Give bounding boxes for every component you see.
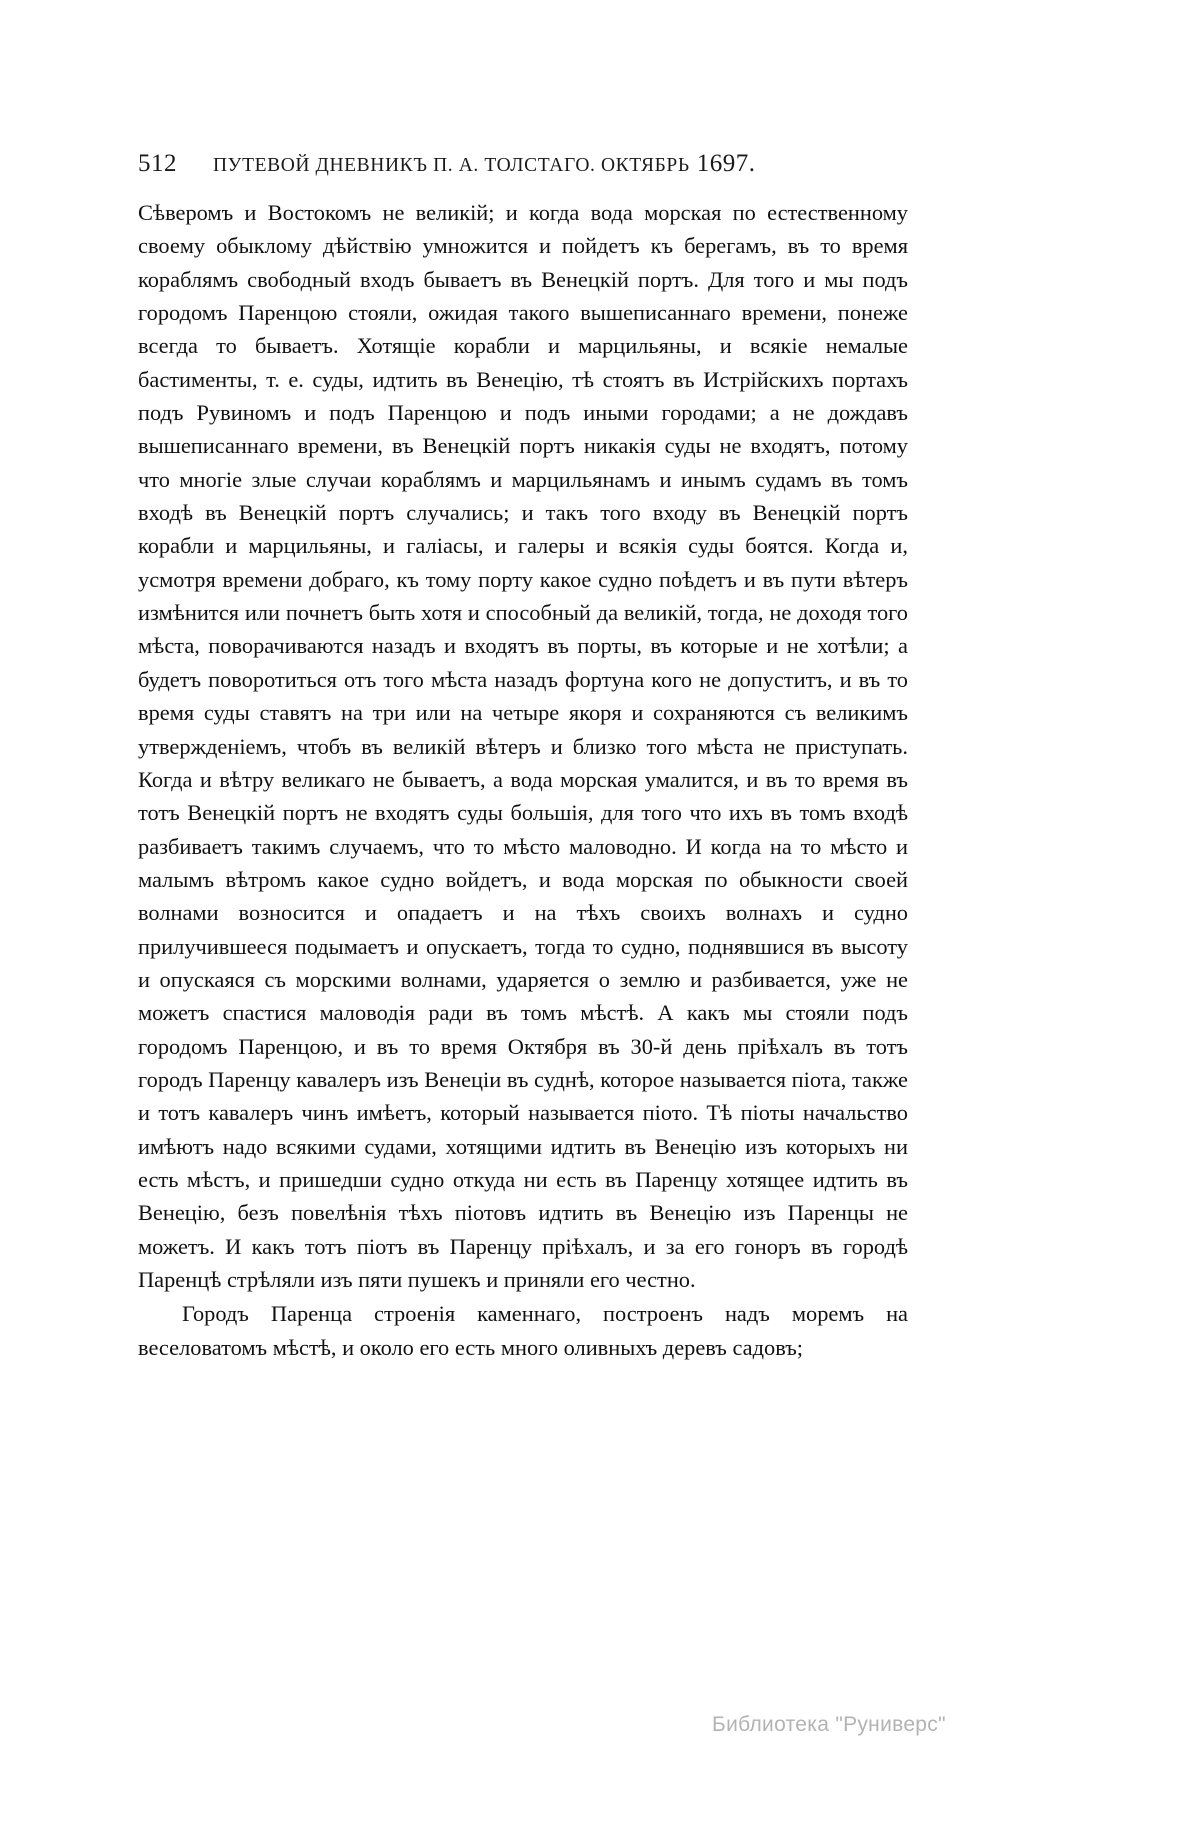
page-number: 512 bbox=[138, 150, 177, 177]
running-title-text: ПУТЕВОЙ ДНЕВНИКЪ П. А. ТОЛСТАГО. ОКТЯБРЬ bbox=[213, 155, 690, 176]
paragraph: Сѣверомъ и Востокомъ не великiй; и когда вода морская по естественному своему обыклому дѣйствiю умножится и пойдетъ къ берегамъ, въ то время кораблямъ свободный входъ бываетъ въ Венецкiй портъ. Для того и мы подъ городомъ Паренцою стояли, ожидая такого вышеписаннаго времени, понеже всегда то бываетъ. Хотящiе корабли и марцильяны, и всякiе немалые бастименты, т. е. суды, идтить въ Венецiю, тѣ стоятъ въ Истрiйскихъ портахъ подъ Рувиномъ и подъ Паренцою и подъ иными городами; а не дождавъ вышеписаннаго времени, въ Венецкiй портъ никакiя суды не входятъ, потому что многiе злые случаи кораблямъ и марцильянамъ и инымъ судамъ въ томъ входѣ въ Венецкiй портъ случались; и такъ того входу въ Венецкiй портъ корабли и марцильяны, и галiасы, и галеры и всякiя суды боятся. Когда и, усмотря времени добраго, къ тому порту какое судно поѣдетъ и въ пути вѣтеръ измѣнится или почнетъ быть хотя и способный да великiй, тогда, не доходя того мѣста, поворачиваются назадъ и входятъ въ порты, въ которые и не хотѣли; а будетъ поворотиться отъ того мѣста назадъ фортуна кого не допуститъ, и въ то время суды ставятъ на три или на четыре якоря и сохраняются съ великимъ утвержденiемъ, чтобъ въ великiй вѣтеръ и близко того мѣста не приступать. Когда и вѣтру великаго не бываетъ, а вода морская умалится, и въ то время въ тотъ Венецкiй портъ не входятъ суды большiя, для того что ихъ въ томъ входѣ разбиваетъ такимъ случаемъ, что то мѣсто маловодно. И когда на то мѣсто и малымъ вѣтромъ какое судно войдетъ, и вода морская по обыкности своей волнами возносится и опадаетъ и на тѣхъ своихъ волнахъ и судно прилучившееся подымаетъ и опускаетъ, тогда то судно, поднявшися въ высоту и опускаяся съ морскими волнами, ударяется о землю и разбивается, уже не можетъ спастися маловодiя ради въ томъ мѣстѣ. А какъ мы стояли подъ городомъ Паренцою, и въ то время Октября въ 30-й день прiѣхалъ въ тотъ городъ Паренцу кавалеръ изъ Венецiи въ суднѣ, которое называется пiота, также и тотъ кавалеръ чинъ имѣетъ, который называется пiото. Тѣ пiоты начальство имѣютъ надо всякими судами, хотящими идтить въ Венецiю изъ которыхъ ни есть мѣстъ, и пришедши судно откуда ни есть въ Паренцу хотящее идтить въ Венецiю, безъ повелѣнiя тѣхъ пiотовъ идтить въ Венецiю изъ Паренцы не можетъ. И какъ тотъ пiотъ въ Паренцу прiѣхалъ, и за его гоноръ въ городѣ Паренцѣ стрѣляли изъ пяти пушекъ и приняли его честно. bbox=[138, 200, 908, 1292]
paragraph: Городъ Паренца строенiя каменнаго, построенъ надъ моремъ на веселоватомъ мѣстѣ, и около его есть много оливныхъ деревъ садовъ; bbox=[138, 1301, 908, 1360]
body-text bbox=[138, 196, 908, 1364]
library-watermark: Библиотека "Руниверс" bbox=[712, 1713, 946, 1736]
page-header bbox=[138, 150, 1068, 178]
running-title bbox=[213, 150, 755, 178]
running-title-year: 1697. bbox=[696, 150, 756, 177]
